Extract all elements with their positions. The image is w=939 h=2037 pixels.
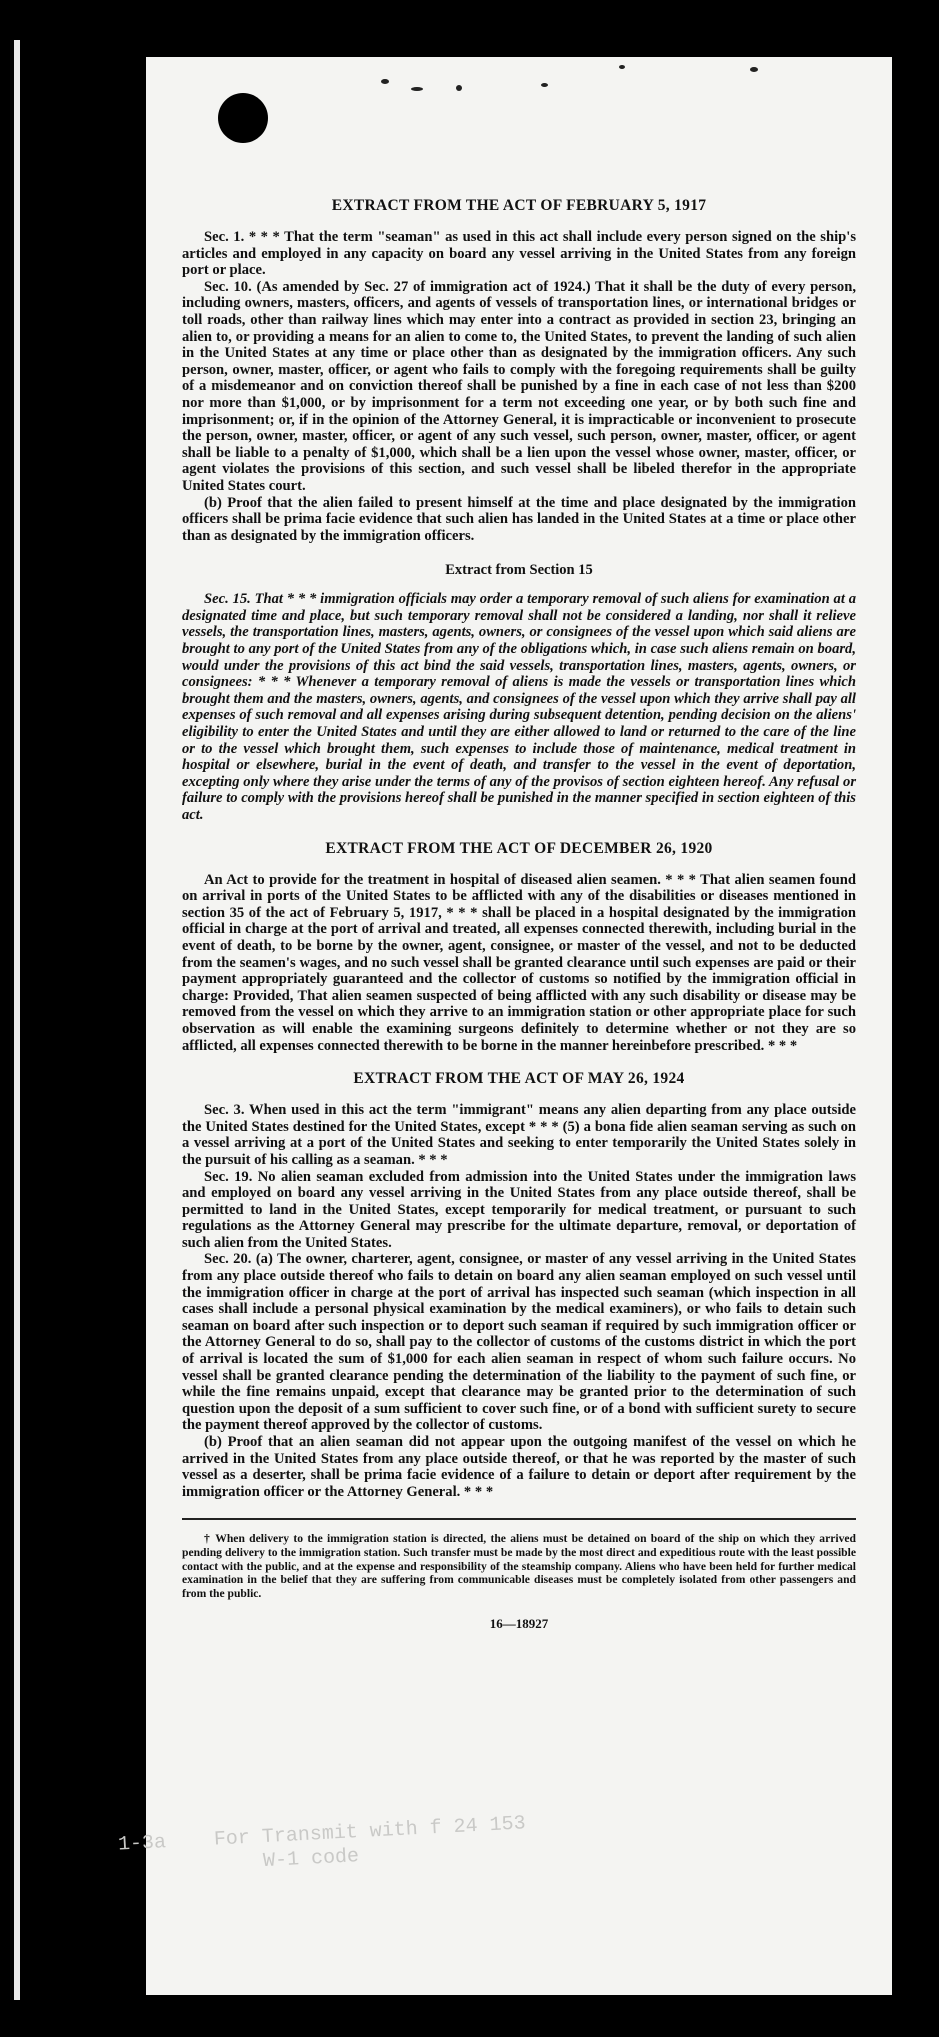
- footnote-divider: [182, 1518, 856, 1520]
- paragraph: Sec. 1. * * * That the term "seaman" as used in this act shall include every person signed on the ship's articles and employed in any capacity on board any vessel arriving in the United States from any foreign port or place.: [182, 229, 856, 279]
- speck: [541, 83, 548, 87]
- section-heading: EXTRACT FROM THE ACT OF MAY 26, 1924: [353, 1070, 685, 1088]
- paragraph: An Act to provide for the treatment in hospital of diseased alien seamen. * * * That alien seamen found on arrival in ports of the United States to be afflicted with any of the disabilities or diseases mentioned in section 35 of the act of February 5, 1917, * * * shall be placed in a hospital designated by the immigration official in charge at the port of arrival and treated, all expenses connected therewith, including burial in the event of death, to be borne by the owner, agent, consignee, or master of the vessel, and not to be deducted from the seamen's wages, and no such vessel shall be granted clearance until such expenses are paid or their payment appropriately guaranteed and the collector of customs so notified by the immigration official in charge: Provided, That alien seamen suspected of being afflicted with any such disability or disease may be removed from the vessel on which they arrive to an immigration station or other appropriate place for such observation as will enable the examining surgeons definitely to determine whether or not they are so afflicted, all expenses connected therewith to be borne in the manner hereinbefore prescribed. * * *: [182, 871, 856, 1054]
- scanner-edge-strip: [14, 40, 20, 2000]
- paragraph: Sec. 10. (As amended by Sec. 27 of immigration act of 1924.) That it shall be the duty of every person, including owners, masters, officers, and agents of vessels of transportation lines, or international bridges or toll roads, other than railway lines which may enter into a contract as provided in section 23, bringing an alien to, or providing a means for an alien to come to, the United States, to prevent the landing of such alien in the United States at any time or place other than as designated by the immigration officers. Any such person, owner, master, officer, or agent who fails to comply with the foregoing requirements shall be guilty of a misdemeanor and on conviction thereof shall be punished by a fine in each case of not less than $200 nor more than $1,000, or by imprisonment for a term not exceeding one year, or by both such fine and imprisonment; or, if in the opinion of the Attorney General, it is impracticable or inconvenient to prosecute the person, owner, master, officer, or agent of any such vessel, such person, owner, master, officer, or agent shall be liable to a penalty of $1,000, which shall be a lien upon the vessel whose owner, master, officer, or agent violates the provisions of this section, and such vessel shall be libeled therefor in the appropriate United States court.: [182, 278, 856, 494]
- punch-hole: [218, 93, 268, 143]
- speck: [411, 87, 423, 91]
- paragraph: (b) Proof that an alien seaman did not appear upon the outgoing manifest of the vessel on which he arrived in the United States from any place outside thereof, or that he was reported by the master of such vessel as a deserter, shall be prima facie evidence of a failure to detain or deport after requirement by the immigration officer or the Attorney General. * * *: [182, 1434, 856, 1500]
- paragraph: Sec. 3. When used in this act the term "immigrant" means any alien departing from any place outside the United States destined for the United States, except * * * (5) a bona fide alien seaman serving as such on a vessel arriving at a port of the United States and seeking to enter temporarily the United States solely in the pursuit of his calling as a seaman. * * *: [182, 1102, 856, 1168]
- paragraph: (b) Proof that the alien failed to present himself at the time and place designated by the immigration officers shall be prima facie evidence that such alien has landed in the United States at a time or place other than as designated by the immigration officers.: [182, 494, 856, 544]
- speck: [381, 79, 389, 84]
- document-page: [146, 57, 892, 1995]
- faded-stamp: 1-3a For Transmit with f 24 153 W-1 code: [117, 1812, 527, 1881]
- paragraph: Sec. 20. (a) The owner, charterer, agent, consignee, or master of any vessel arriving in the United States from any place outside thereof who fails to detain on board any alien seaman employed on such vessel until the immigration officer in charge at the port of arrival has inspected such seaman (which inspection in all cases shall include a personal physical examination by the medical examiners), or who fails to detain such seaman on board after such inspection or to deport such seaman if required by such immigration officer or the Attorney General to do so, shall pay to the collector of customs of the customs district in which the port of arrival is located the sum of $1,000 for each alien seaman in respect of whom such failure occurs. No vessel shall be granted clearance pending the determination of the liability to the payment of such fine, or while the fine remains unpaid, except that clearance may be granted prior to the determination of such question upon the deposit of a sum sufficient to cover such fine, or of a bond with sufficient surety to secure the payment thereof approved by the collector of customs.: [182, 1251, 856, 1434]
- paragraph: Sec. 15. That * * * immigration officials may order a temporary removal of such aliens for examination at a designated time and place, but such temporary removal shall not be considered a landing, nor shall it relieve vessels, the transportation lines, masters, agents, owners, or consignees of the vessel upon which said aliens are brought to any port of the United States from any of the obligations which, in case such aliens remain on board, would under the provisions of this act bind the said vessels, transportation lines, masters, agents, owners, or consignees: * * * Whenever a temporary removal of aliens is made the vessels or transportation lines which brought them and the masters, owners, agents, and consignees of the vessel upon which they arrive shall pay all expenses of such removal and all expenses arising during subsequent detention, pending decision on the aliens' eligibility to enter the United States and until they are either allowed to land or returned to the care of the line or to the vessel which brought them, such expenses to include those of maintenance, medical treatment in hospital or elsewhere, burial in the event of death, and transfer to the vessel in the event of deportation, excepting only where they arise under the terms of any of the provisos of section eighteen hereof. Any refusal or failure to comply with the provisions hereof shall be punished in the manner specified in section eighteen of this act.: [182, 591, 856, 823]
- section-heading: EXTRACT FROM THE ACT OF FEBRUARY 5, 1917: [331, 197, 707, 214]
- speck: [619, 65, 625, 69]
- section-heading: EXTRACT FROM THE ACT OF DECEMBER 26, 1920: [325, 839, 713, 857]
- paragraph: Sec. 19. No alien seaman excluded from admission into the United States under the immigration laws and employed on board any vessel arriving in the United States from any place outside thereof, shall be permitted to land in the United States, except temporarily for medical treatment, or pursuant to such regulations as the Attorney General may prescribe for the ultimate departure, removal, or deportation of such alien from the United States.: [182, 1168, 856, 1251]
- speck: [456, 85, 462, 91]
- footnote: † When delivery to the immigration station is directed, the aliens must be detained on board of the ship on which they arrived pending delivery to the immigration station. Such transfer must be made by the most direct and expeditious route with the least possible contact with the public, and at the expense and responsibility of the steamship company. Aliens who have been held for further medical examination in the belief that they are suffering from communicable diseases must be completely isolated from other passengers and from the public.: [182, 1532, 856, 1600]
- document-number: 16—18927: [489, 1616, 549, 1632]
- section-subheading: Extract from Section 15: [445, 562, 593, 579]
- speck: [750, 67, 758, 72]
